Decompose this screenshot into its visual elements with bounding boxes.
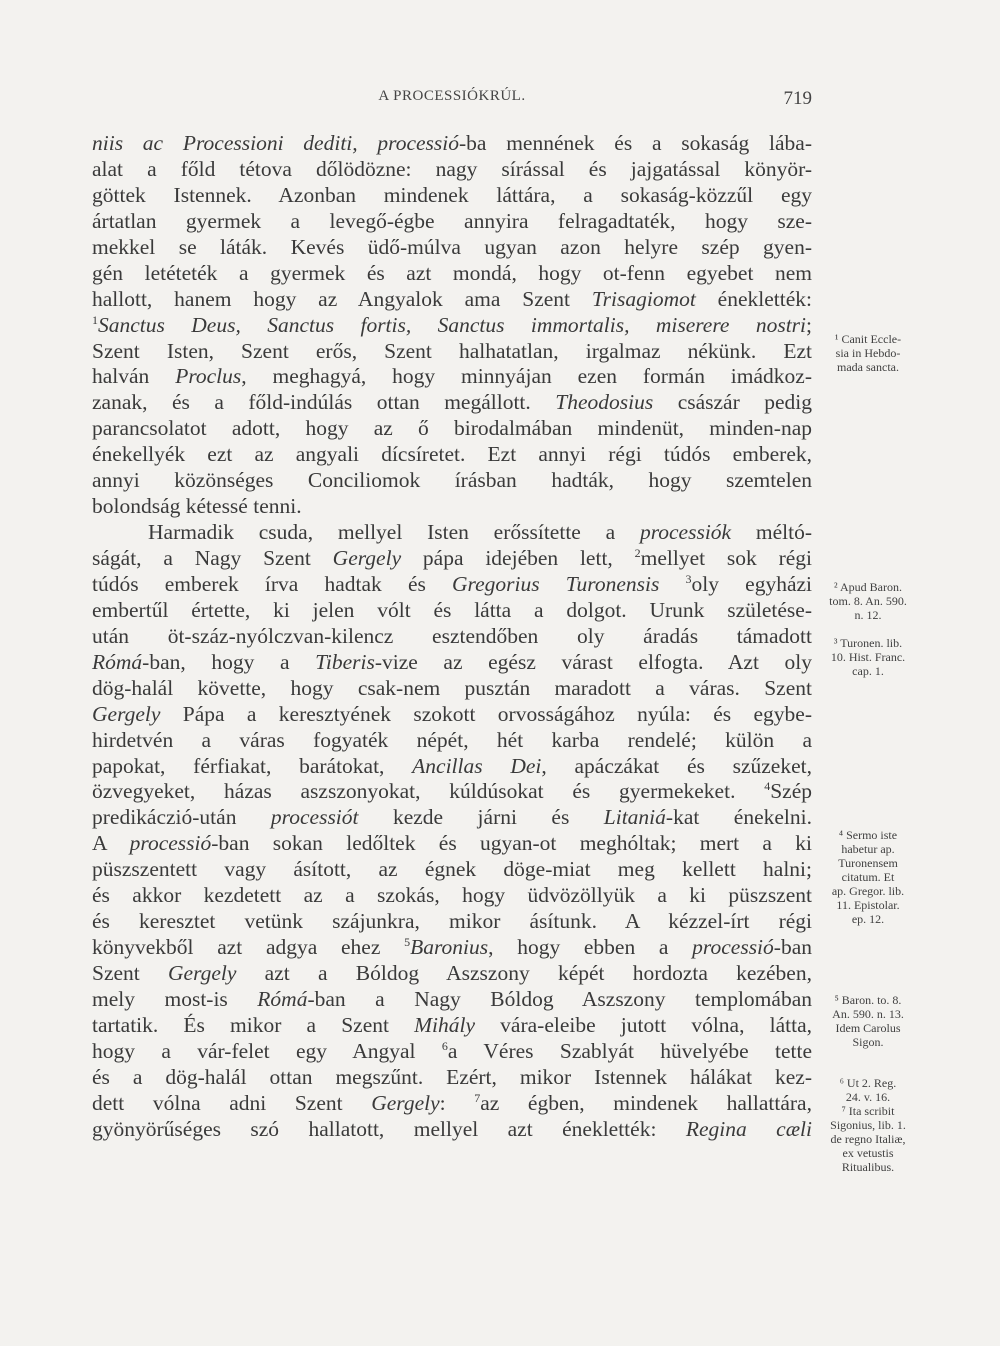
text-line: túdós emberek írva hadtak és Gregorius Turonensis $^3$oly egyházi [92, 571, 813, 596]
text-line: mely most-is Rómá-ban a Nagy Bóldog Aszszony templomában [92, 986, 812, 1011]
margin-note [808, 828, 928, 926]
text-line: ságát, a Nagy Szent Gergely pápa idejében lett, $^2$mellyet sok régi [92, 546, 812, 570]
margin-note-line: ⁵ Baron. to. 8. [834, 993, 902, 1007]
margin-note-line: habetur ap. [841, 842, 895, 856]
text-line: Rómá-ban, hogy a Tiberis-vize az egész várast elfogta. Azt oly [92, 649, 813, 674]
text-line: és keresztet vetünk szájunkra, mikor ásítunk. A kézzel-írt régi [92, 909, 812, 934]
text-line: ártatlan gyermek a levegő-égbe annyira felragadtaték, hogy sze- [92, 208, 812, 233]
text-line: göttek Istennek. Azonban mindenek láttára, a sokaság-közzűl egy [92, 182, 812, 207]
text-line: tartatik. És mikor a Szent Mihály vára-eleibe jutott vólna, látta, [92, 1012, 812, 1037]
page-number: 719 [783, 88, 812, 109]
margin-note-line: 10. Hist. Franc. [830, 650, 906, 664]
text-line: hallott, hanem hogy az Angyalok ama Szent Trisagiomot éneklették: [92, 286, 812, 311]
text-line: zanak, és a főld-indúlás ottan megállott. Theodosius császár pedig [92, 390, 812, 415]
text-line: Gergely Pápa a keresztyének szokott orvosságához nyúla: és egybe- [92, 701, 812, 726]
margin-note-line: cap. 1. [852, 664, 884, 678]
margin-note-line: mada sancta. [837, 360, 899, 374]
margin-note [808, 1076, 928, 1174]
margin-note [808, 636, 928, 678]
margin-note-line: An. 590. n. 13. [832, 1007, 904, 1021]
body-text [92, 131, 812, 1143]
text-line: püszszentett vagy ásított, az égnek döge-miat meg kellett halni; [92, 857, 812, 882]
margin-note-line: ⁶ Ut 2. Reg. [839, 1076, 897, 1090]
text-line: predikáczió-után processiót kezde járni és Litaniá-kat énekelni. [92, 805, 813, 830]
text-line: dög-halál követte, hogy csak-nem pusztán maradott a váras. Szent [92, 675, 812, 700]
text-line: Szent Isten, Szent erős, Szent halhatatlan, irgalmaz nékünk. Ezt [92, 338, 812, 363]
text-line: könyvekből azt adgya ehez $^5$Baronius, hogy ebben a processió-ban [92, 935, 812, 960]
margin-note-line: 24. v. 16. [845, 1090, 891, 1104]
text-line: gyönyörűséges szó hallatott, mellyel azt éneklették: Regina cæli [92, 1116, 812, 1141]
margin-note-line: n. 12. [854, 608, 882, 622]
margin-note-line: ³ Turonen. lib. [833, 636, 903, 650]
text-line: bolondság kétessé tenni. [92, 494, 302, 519]
margin-note-line: citatum. Et [841, 870, 895, 884]
margin-note-line: Turonensem [838, 856, 898, 870]
margin-note [808, 332, 928, 374]
text-line: niis ac Processioni dediti, processió-ba mennének és a sokaság lába- [92, 131, 813, 155]
margin-note-line: ep. 12. [851, 912, 885, 926]
text-line: $^1$Sanctus Deus, Sanctus fortis, Sanctus immortalis, miserere nostri; [92, 312, 812, 337]
margin-note [808, 580, 928, 622]
margin-note-line: tom. 8. An. 590. [829, 594, 907, 608]
text-line: és a dög-halál ottan megszűnt. Ezért, mikor Istennek hálákat kez- [92, 1064, 812, 1089]
text-line: özvegyeket, házas aszszonyokat, kúldúsokat és gyermekeket. $^4$Szép [92, 779, 812, 804]
margin-note-line: sia in Hebdo- [835, 346, 901, 360]
margin-note-line: Ritualibus. [841, 1160, 895, 1174]
page-header [92, 88, 812, 112]
text-line: alat a főld tétova dőlödözne: nagy sírással és jajgatással könyör- [92, 156, 812, 181]
margin-note-line: 11. Epistolar. [836, 898, 900, 912]
margin-note-line: Sigonius, lib. 1. [830, 1118, 906, 1132]
text-line: mekkel se láták. Kevés üdő-múlva ugyan azon helyre szép gyen- [92, 234, 812, 259]
text-line: gén letéteték a gyermek és azt mondá, hogy ot-fenn egyebet nem [92, 260, 812, 285]
text-line: hirdetvén a váras fogyaték népét, hét karba rendelé; külön a [92, 727, 812, 752]
text-line: énekellyék ezt az angyali dícsíretet. Ezt annyi régi túdós emberek, [92, 442, 812, 467]
text-line: papokat, férfiakat, barátokat, Ancillas Dei, apáczákat és szűzeket, [92, 753, 812, 778]
margin-note-line: ⁴ Sermo iste [838, 828, 898, 842]
text-line: embertűl értette, ki jelen vólt és látta a dolgot. Urunk születése- [92, 597, 812, 622]
text-line: hogy a vár-felet egy Angyal $^6$a Véres Szablyát hüvelyébe tette [92, 1038, 812, 1063]
text-line: parancsolatot adott, hogy az ő birodalmában mindenüt, minden-nap [92, 416, 812, 441]
text-line: és akkor kezdetett az a szokás, hogy üdvözöllyük a ki püszszent [92, 883, 812, 908]
margin-note-line: ap. Gregor. lib. [831, 884, 905, 898]
text-line: annyi közönséges Conciliomok írásban hadták, hogy szemtelen [92, 468, 812, 493]
text-line: A processió-ban sokan ledőltek és ugyan-ot meghóltak; mert a ki [92, 831, 812, 856]
text-line: dett vólna adni Szent Gergely: $^7$az égben, mindenek hallattára, [92, 1090, 812, 1115]
margin-note-line: de regno Italiæ, [830, 1132, 906, 1146]
margin-note-line: ² Apud Baron. [834, 580, 902, 594]
text-line: Szent Gergely azt a Bóldog Aszszony képét hordozta kezében, [92, 961, 812, 985]
margin-note [808, 993, 928, 1049]
margin-note-line: ¹ Canit Eccle- [834, 332, 902, 346]
text-line: halván Proclus, meghagyá, hogy minnyájan ezen formán imádkoz- [92, 364, 813, 389]
running-head: A PROCESSIÓKRÚL. [378, 88, 526, 104]
margin-note-line: Sigon. [852, 1035, 884, 1049]
text-line: után öt-száz-nyólczvan-kilencz esztendőben oly áradás támadott [92, 623, 812, 648]
margin-note-line: ⁷ Ita scribit [841, 1104, 895, 1118]
margin-note-line: ex vetustis [842, 1146, 894, 1160]
text-line: Harmadik csuda, mellyel Isten erőssítette a processiók méltó- [148, 520, 812, 545]
margin-note-line: Idem Carolus [835, 1021, 901, 1035]
